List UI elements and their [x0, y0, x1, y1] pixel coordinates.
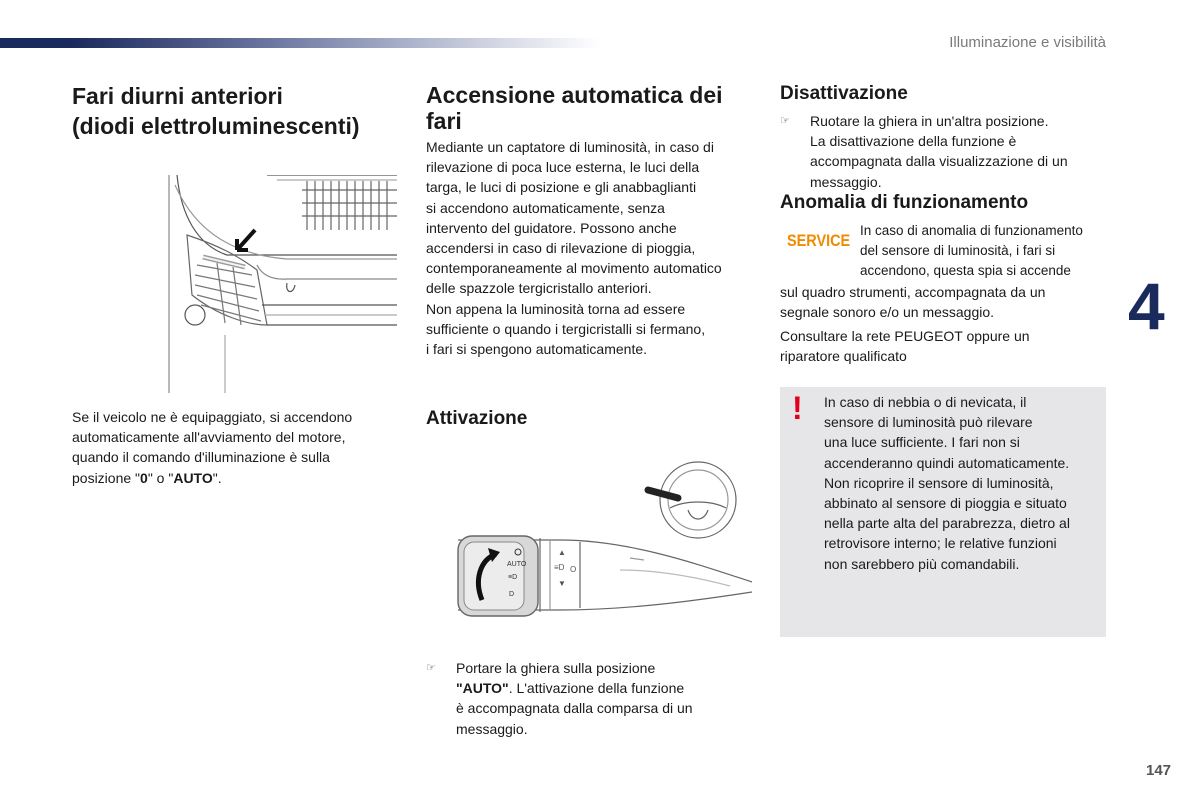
title-line: (diodi elettroluminescenti) — [72, 113, 360, 139]
page-number: 147 — [1146, 762, 1172, 779]
activation-instruction — [426, 658, 746, 740]
text-line: i fari si spengono automaticamente. — [426, 341, 648, 358]
text-line: intervento del guidatore. Possono anche — [426, 219, 677, 236]
section-title: Illuminazione e visibilità — [949, 34, 1106, 51]
malfunction-text-full — [780, 282, 1110, 322]
front-bumper-illustration — [167, 175, 397, 393]
title-line: Fari diurni anteriori — [72, 83, 283, 109]
lighting-stalk-illustration — [430, 460, 755, 640]
svg-text:▼: ▼ — [558, 579, 566, 588]
svg-text:O: O — [570, 565, 577, 574]
text-line: sensore di luminosità può rilevare — [824, 414, 1033, 431]
text-line: Se il veicolo ne è equipaggiato, si accendono — [72, 409, 353, 425]
hand-pointer-icon: ☞ — [426, 662, 436, 674]
text-fragment: ". — [212, 469, 222, 486]
text-line: è accompagnata dalla comparsa di un — [456, 700, 693, 717]
consult-text — [780, 326, 1110, 366]
text-line: In caso di anomalia di funzionamento — [860, 223, 1083, 238]
text-line: accompagnata dalla visualizzazione di un — [810, 153, 1068, 170]
text-line: Consultare la rete PEUGEOT oppure un — [780, 328, 1030, 344]
malfunction-heading: Anomalia di funzionamento — [780, 192, 1029, 213]
deactivation-instruction — [780, 111, 1110, 193]
deactivation-text — [810, 111, 1068, 192]
chapter-number: 4 — [1128, 269, 1165, 343]
header-gradient-bar — [0, 38, 600, 48]
svg-text:D: D — [509, 591, 515, 598]
text-line: non sarebbero più comandabili. — [824, 555, 1020, 572]
service-warning-icon: SERVICE — [787, 231, 851, 250]
text-line: nella parte alta del parabrezza, dietro al — [824, 515, 1070, 532]
svg-text:▲: ▲ — [558, 548, 566, 557]
hand-pointer-icon: ☞ — [780, 115, 790, 127]
text-line: Portare la ghiera sulla posizione — [456, 660, 656, 676]
text-line — [72, 468, 392, 488]
text-line: accenderanno quindi automaticamente. — [824, 454, 1070, 471]
auto-lights-paragraph — [426, 137, 766, 359]
text-line: In caso di nebbia o di nevicata, il — [824, 394, 1027, 410]
text-line: una luce sufficiente. I fari non si — [824, 434, 1020, 451]
text-line: accendono, questa spia si accende — [860, 263, 1071, 279]
svg-text:≡D: ≡D — [508, 574, 518, 581]
malfunction-text-indented — [860, 221, 1110, 282]
text-line: Non appena la luminosità torna ad essere — [426, 300, 686, 317]
text-line: quando il comando d'illuminazione è sulla — [72, 449, 330, 466]
text-line: Non ricoprire il sensore di luminosità, — [824, 474, 1054, 491]
text-line: segnale sonoro e/o un messaggio. — [780, 304, 995, 321]
text-line: accendersi in caso di rilevazione di pioggia, — [426, 240, 696, 257]
warning-text — [824, 392, 1104, 574]
text-line: sul quadro strumenti, accompagnata da un — [780, 284, 1046, 300]
text-fragment: . L'attivazione della funzione — [508, 680, 685, 697]
text-line: automaticamente all'avviamento del motore, — [72, 429, 346, 446]
text-line: contemporaneamente al movimento automatico — [426, 260, 722, 277]
activation-heading: Attivazione — [426, 408, 528, 429]
text-line: riparatore qualificato — [780, 348, 907, 365]
deactivation-heading: Disattivazione — [780, 83, 908, 104]
text-line: si accendono automaticamente, senza — [426, 199, 665, 216]
text-line: sufficiente o quando i tergicristalli si fermano, — [426, 320, 706, 337]
text-line: targa, le luci di posizione e gli anabbaglianti — [426, 179, 697, 196]
text-line: abbinato al sensore di pioggia e situato — [824, 495, 1067, 512]
exclamation-icon: ! — [792, 390, 803, 426]
auto-label: "AUTO" — [456, 680, 509, 697]
text-fragment: posizione " — [72, 469, 141, 486]
daytime-lights-title — [72, 81, 360, 141]
svg-text:≡D: ≡D — [554, 563, 565, 572]
daytime-lights-text — [72, 407, 392, 488]
text-fragment: " o " — [147, 469, 174, 486]
position-zero: 0 — [140, 469, 148, 486]
text-line: Ruotare la ghiera in un'altra posizione. — [810, 113, 1049, 129]
title-line: Accensione automatica dei — [426, 82, 723, 108]
text-line: delle spazzole tergicristallo anteriori. — [426, 280, 652, 297]
text-line — [456, 678, 693, 698]
position-auto: AUTO — [173, 469, 213, 486]
text-line: del sensore di luminosità, i fari si — [860, 243, 1056, 259]
text-line: La disattivazione della funzione è — [810, 133, 1017, 150]
svg-text:AUTO: AUTO — [507, 561, 527, 568]
text-line: Mediante un captatore di luminosità, in caso di — [426, 139, 714, 155]
activation-instruction-text — [456, 658, 693, 739]
auto-lights-title — [426, 82, 723, 134]
text-line: retrovisore interno; le relative funzioni — [824, 535, 1057, 552]
text-line: messaggio. — [810, 173, 882, 190]
text-line: rilevazione di poca luce esterna, le luci della — [426, 159, 700, 176]
text-line: messaggio. — [456, 720, 528, 737]
title-line: fari — [426, 108, 462, 134]
